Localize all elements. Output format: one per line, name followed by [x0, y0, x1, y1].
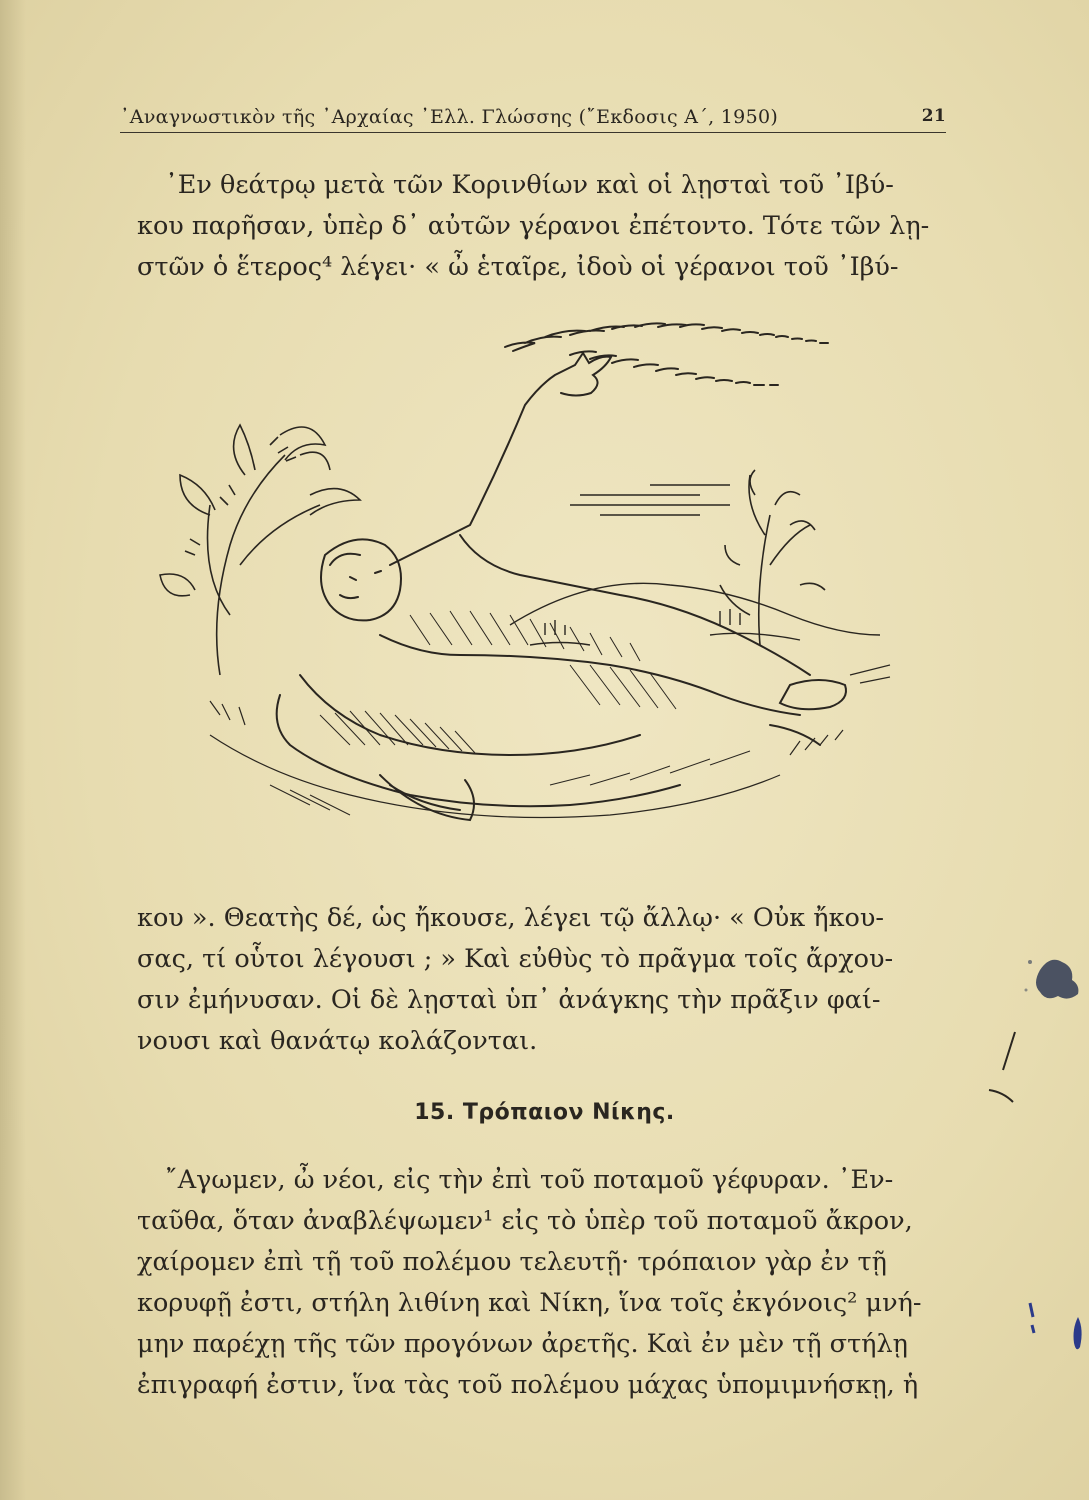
text-line: σιν ἐμήνυσαν. Οἱ δὲ λῃσταὶ ὑπ᾿ ἀνάγκης τὴν πρᾶξιν φαί- — [137, 985, 881, 1015]
reclining-figure — [277, 353, 846, 820]
text-line: σας, τί οὗτοι λέγουσι ; » Καὶ εὐθὺς τὸ πρᾶγμα τοῖς ἄρχου- — [137, 944, 894, 974]
text-line: μην παρέχῃ τῆς τῶν προγόνων ἀρετῆς. Καὶ ἐν μὲν τῇ στήλῃ — [137, 1329, 908, 1359]
text-line: κου παρῆσαν, ὑπὲρ δ᾿ αὐτῶν γέρανοι ἐπέτοντο. Τότε τῶν λῃ- — [137, 211, 930, 241]
text-line: κου ». Θεατὴς δέ, ὡς ἤκουσε, λέγει τῷ ἄλλῳ· « Οὐκ ἤκου- — [137, 903, 884, 933]
paragraph-middle — [137, 898, 945, 1062]
engraving-illustration — [150, 315, 930, 875]
section-heading: 15. Τρόπαιον Νίκης. — [414, 1100, 675, 1125]
tree-right — [720, 470, 825, 645]
page-number: 21 — [921, 106, 946, 126]
text-line: στῶν ὁ ἕτερος⁴ λέγει· « ὦ ἑταῖρε, ἰδοὺ οἱ γέρανοι τοῦ ᾿Ιβύ- — [137, 252, 899, 282]
pencil-marks — [985, 1030, 1025, 1110]
text-line: ῎Αγωμεν, ὦ νέοι, εἰς τὴν ἐπὶ τοῦ ποταμοῦ γέφυραν. ᾿Εν- — [165, 1165, 894, 1195]
text-line: χαίρομεν ἐπὶ τῇ τοῦ πολέμου τελευτῇ· τρόπαιον γὰρ ἐν τῇ — [137, 1247, 887, 1277]
running-header-title: ᾿Αναγνωστικὸν τῆς ᾿Αρχαίας ᾿Ελλ. Γλώσσης (῎Εκδοσις Α΄, 1950) — [120, 106, 779, 128]
running-header — [120, 100, 946, 133]
paragraph-top — [137, 165, 945, 288]
text-line: ἐπιγραφή ἐστιν, ἵνα τὰς τοῦ πολέμου μάχας ὑπομιμνήσκῃ, ἡ — [137, 1370, 919, 1400]
paragraph-bottom — [137, 1160, 945, 1406]
drapery-hatching — [270, 611, 750, 815]
text-line: νουσι καὶ θανάτῳ κολάζονται. — [137, 1026, 538, 1056]
text-line: ταῦθα, ὅταν ἀναβλέψωμεν¹ εἰς τὸ ὑπὲρ τοῦ ποταμοῦ ἄκρον, — [137, 1206, 913, 1236]
blue-ink-marks — [1020, 1295, 1089, 1375]
text-line: κορυφῇ ἐστι, στήλη λιθίνη καὶ Νίκη, ἵνα τοῖς ἐκγόνοις² μνή- — [137, 1288, 922, 1318]
landscape-hills — [510, 485, 880, 645]
ink-stain — [1020, 940, 1089, 1040]
spine-shadow — [0, 0, 26, 1500]
text-line: ᾿Εν θεάτρῳ μετὰ τῶν Κορινθίων καὶ οἱ λῃσταὶ τοῦ ᾿Ιβύ- — [165, 170, 894, 200]
